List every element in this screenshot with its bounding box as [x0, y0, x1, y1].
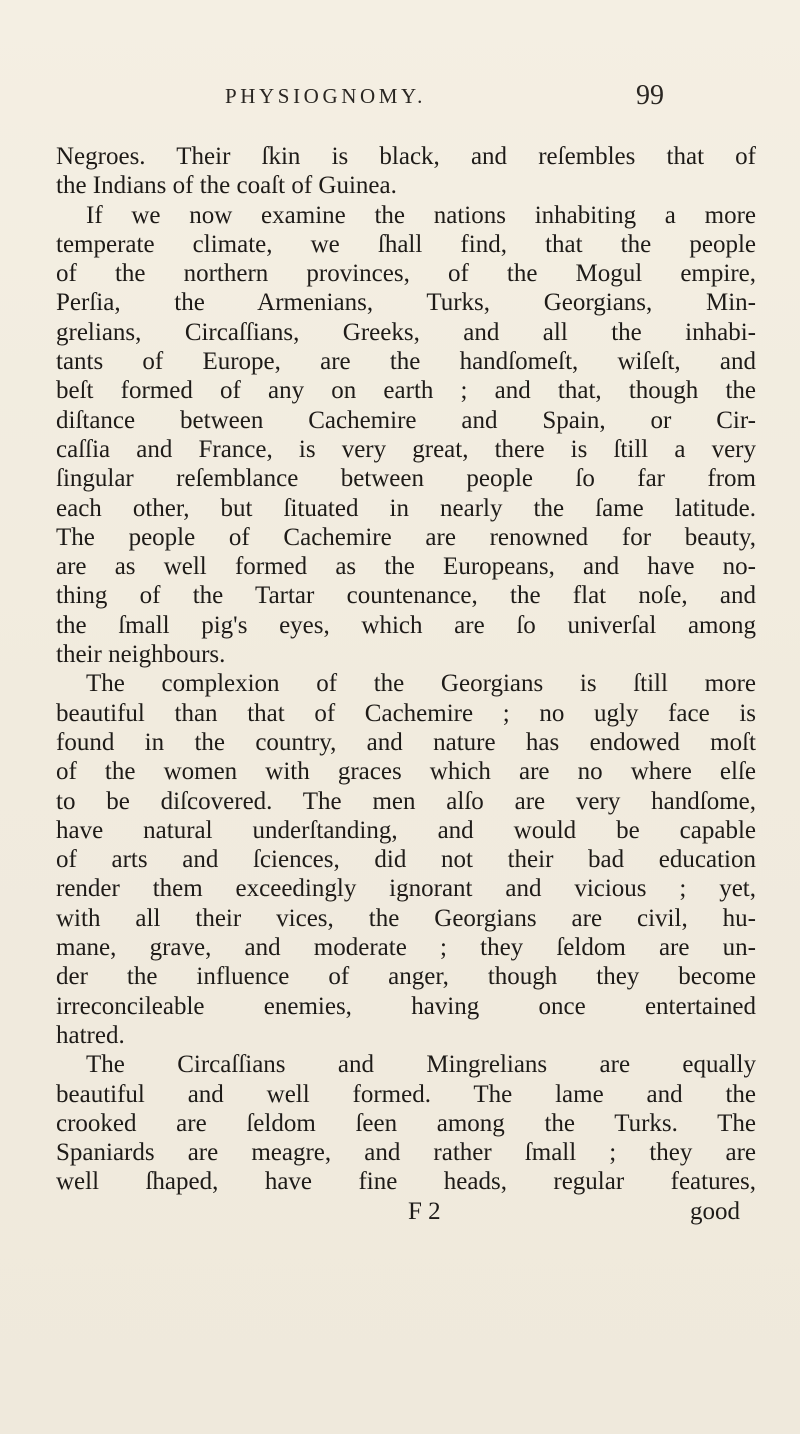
text-line: the Indians of the coaſt of Guinea. [56, 172, 397, 200]
text-line: of the northern provinces, of the Mogul empire, [56, 260, 756, 288]
text-line: have natural underſtanding, and would be capable [56, 816, 756, 844]
text-line: of the women with graces which are no where elſe [56, 758, 756, 786]
text-line: beautiful and well formed. The lame and the [56, 1080, 756, 1108]
text-line: thing of the Tartar countenance, the flat noſe, and [56, 582, 756, 610]
text-line: Spaniards are meagre, and rather ſmall ; they are [56, 1139, 756, 1167]
text-line: found in the country, and nature has endowed moſt [56, 728, 756, 756]
catchword: good [690, 1197, 740, 1225]
text-line: temperate climate, we ſhall find, that the people [56, 230, 756, 258]
text-line: mane, grave, and moderate ; they ſeldom are un- [56, 934, 756, 962]
text-line: Negroes. Their ſkin is black, and reſembles that of [56, 143, 756, 170]
body-text [56, 142, 756, 1226]
text-line: the ſmall pig's eyes, which are ſo univerſal among [56, 611, 756, 639]
page-number: 99 [636, 80, 664, 111]
running-title: PHYSIOGNOMY. [225, 84, 426, 108]
text-line: are as well formed as the Europeans, and have no- [56, 553, 756, 581]
text-line: their neighbours. [56, 641, 226, 669]
text-line: render them exceedingly ignorant and vicious ; yet, [56, 875, 756, 903]
text-line: to be diſcovered. The men alſo are very handſome, [56, 787, 756, 815]
text-line: ſingular reſemblance between people ſo far from [56, 465, 756, 493]
text-line: hatred. [56, 1021, 125, 1049]
footer-line [56, 1197, 756, 1226]
text-line: Perſia, the Armenians, Turks, Georgians, Min- [56, 289, 756, 317]
text-line: The complexion of the Georgians is ſtill more [86, 670, 756, 698]
text-line: irreconcileable enemies, having once entertained [56, 992, 756, 1020]
text-line: caſſia and France, is very great, there is ſtill a very [56, 435, 756, 463]
text-line: crooked are ſeldom ſeen among the Turks. The [56, 1109, 756, 1137]
text-line: with all their vices, the Georgians are civil, hu- [56, 904, 756, 932]
text-line: The Circaſſians and Mingrelians are equally [86, 1051, 756, 1079]
text-line: diſtance between Cachemire and Spain, or Cir- [56, 406, 756, 434]
text-line: beſt formed of any on earth ; and that, though the [56, 377, 756, 405]
running-head [0, 78, 800, 118]
text-line: each other, but ſituated in nearly the ſame latitude. [56, 494, 756, 522]
text-line: well ſhaped, have fine heads, regular features, [56, 1168, 756, 1196]
text-line: beautiful than that of Cachemire ; no ugly face is [56, 699, 756, 727]
text-line: The people of Cachemire are renowned for beauty, [56, 523, 756, 551]
signature-mark: F 2 [408, 1197, 441, 1225]
text-line: of arts and ſciences, did not their bad education [56, 846, 756, 874]
text-line: der the influence of anger, though they become [56, 963, 756, 991]
text-line: grelians, Circaſſians, Greeks, and all the inhabi- [56, 318, 756, 346]
text-line: If we now examine the nations inhabiting a more [86, 201, 756, 229]
text-line: tants of Europe, are the handſomeſt, wiſeſt, and [56, 348, 756, 376]
